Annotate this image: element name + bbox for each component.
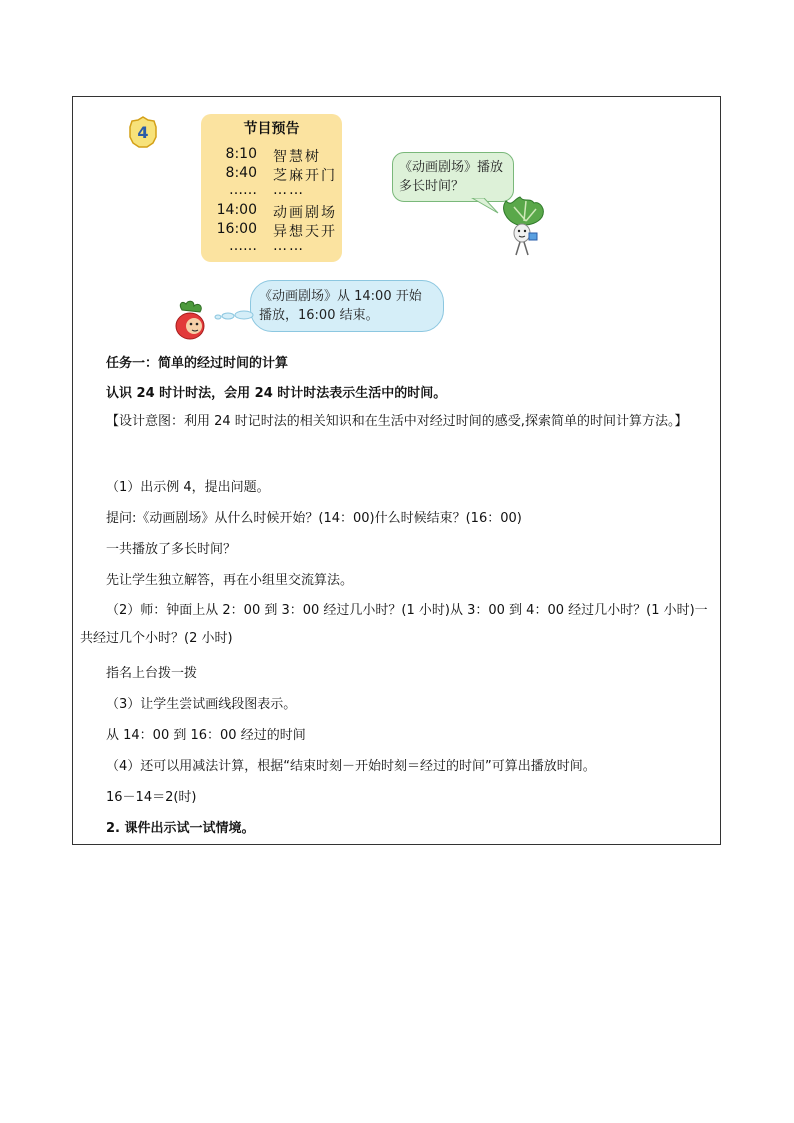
schedule-show: 异想天开	[273, 224, 337, 240]
schedule-time: 16:00	[216, 221, 257, 237]
schedule-title: 节目预告	[243, 121, 300, 137]
schedule-time: ……	[229, 238, 257, 254]
schedule-show: 芝麻开门	[273, 168, 337, 184]
step-1: （1）出示例 4，提出问题。	[106, 480, 270, 495]
schedule-row	[201, 238, 342, 258]
info-speech-bubble	[250, 280, 444, 332]
question-bubble-line1: 《动画剧场》播放	[399, 160, 504, 175]
schedule-row	[201, 202, 342, 222]
schedule-show: ……	[273, 182, 305, 198]
example-number-badge	[128, 115, 158, 149]
schedule-row	[201, 146, 342, 166]
design-intent: 【设计意图：利用 24 时记时法的相关知识和在生活中对经过时间的感受,探索简单的时间计算方法。】	[106, 414, 688, 429]
radish-character-icon	[168, 300, 214, 342]
question-text: 提问:《动画剧场》从什么时候开始？(14：00)什么时候结束？(16：00)	[106, 511, 522, 526]
lesson-subtitle: 认识 24 时计时法，会用 24 时计时法表示生活中的时间。	[106, 386, 447, 401]
info-bubble-line1: 《动画剧场》从 14:00 开始	[259, 289, 422, 304]
schedule-row	[201, 182, 342, 202]
schedule-show: 动画剧场	[273, 205, 337, 221]
question-text-2: 一共播放了多长时间？	[106, 542, 237, 557]
task-title: 任务一：简单的经过时间的计算	[106, 356, 289, 371]
step-4: （4）还可以用减法计算，根据“结束时刻－开始时刻＝经过的时间”可算出播放时间。	[106, 759, 596, 774]
schedule-show: 智慧树	[273, 149, 321, 165]
schedule-time: 8:10	[225, 146, 257, 162]
question-bubble-line2: 多长时间？	[399, 179, 465, 194]
schedule-time: 8:40	[225, 165, 257, 181]
vegetable-character-icon	[496, 195, 548, 257]
equation-text: 16－14＝2(时)	[106, 790, 197, 805]
step-5: 2. 课件出示试一试情境。	[106, 821, 255, 836]
schedule-show: ……	[273, 238, 305, 254]
step-2: （2）师：钟面上从 2：00 到 3：00 经过几小时？(1 小时)从 3：00 到 4：00 经过几小时？(1 小时)一共经过几个小时？(2 小时)	[80, 603, 708, 646]
demo-text: 指名上台拨一拨	[106, 666, 198, 681]
schedule-time: ……	[229, 182, 257, 198]
schedule-card	[201, 114, 342, 262]
instruction-text: 先让学生独立解答，再在小组里交流算法。	[106, 573, 354, 588]
info-bubble-line2: 播放，16:00 结束。	[259, 308, 379, 323]
thought-dots-icon	[214, 308, 254, 322]
step-3: （3）让学生尝试画线段图表示。	[106, 697, 297, 712]
example-number: 4	[137, 123, 149, 142]
segment-text: 从 14：00 到 16：00 经过的时间	[106, 728, 306, 743]
schedule-time: 14:00	[216, 202, 257, 218]
